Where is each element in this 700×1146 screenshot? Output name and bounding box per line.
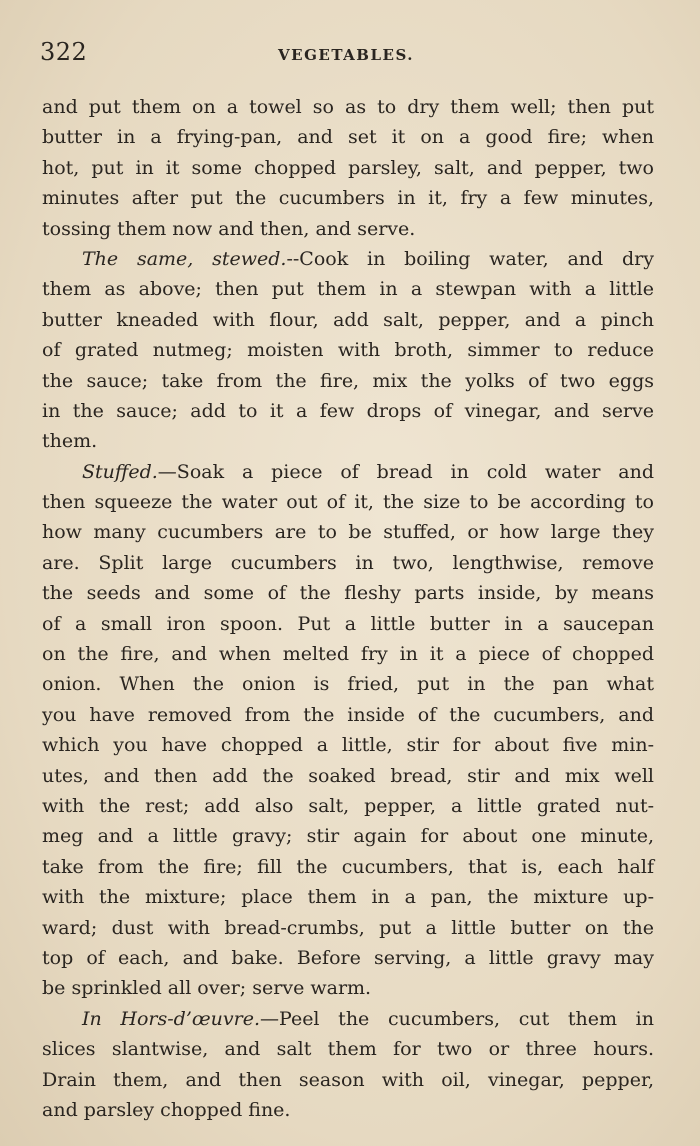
text-line: of grated nutmeg; moisten with broth, simmer to reduce [42, 339, 654, 362]
text-line: with the mixture; place them in a pan, the mixture up- [42, 886, 654, 909]
text-line: in the sauce; add to it a few drops of vinegar, and serve [42, 399, 654, 422]
text-line: onion. When the onion is fried, put in the pan what [42, 673, 654, 696]
page-number: 322 [40, 38, 88, 66]
recipe-heading-hors-doeuvre: In Hors-d’œuvre. [82, 1007, 261, 1030]
paragraph-hors-doeuvre [42, 1004, 654, 1126]
text-line: hot, put in it some chopped parsley, salt, and pepper, two [42, 156, 654, 179]
text-line: you have removed from the inside of the cucumbers, and [42, 703, 654, 726]
text-line: on the fire, and when melted fry in it a piece of chopped [42, 643, 654, 666]
page-body [42, 92, 654, 1125]
text-line: Drain them, and then season with oil, vinegar, pepper, [42, 1068, 654, 1091]
text-line: then squeeze the water out of it, the size to be according to [42, 491, 654, 514]
paragraph-stewed [42, 244, 654, 457]
text-span: --Cook in boiling water, and dry [286, 247, 654, 270]
text-line: slices slantwise, and salt them for two or three hours. [42, 1038, 654, 1061]
text-line: top of each, and bake. Before serving, a little gravy may [42, 946, 654, 969]
text-line [42, 457, 654, 487]
text-line: of a small iron spoon. Put a little butter in a saucepan [42, 612, 654, 635]
text-line: them. [42, 430, 98, 453]
text-line: them as above; then put them in a stewpan with a little [42, 278, 654, 301]
recipe-heading-stuffed: Stuffed. [82, 460, 158, 483]
text-line: and put them on a towel so as to dry them well; then put [42, 96, 654, 118]
text-line [42, 1004, 654, 1034]
text-line: utes, and then add the soaked bread, stir and mix well [42, 764, 654, 787]
recipe-heading-stewed: The same, stewed. [82, 247, 287, 270]
text-line: minutes after put the cucumbers in it, fry a few minutes, [42, 187, 654, 210]
text-line: butter kneaded with flour, add salt, pepper, and a pinch [42, 308, 654, 331]
text-line: meg and a little gravy; stir again for about one minute, [42, 825, 654, 848]
text-line: ward; dust with bread-crumbs, put a little butter on the [42, 916, 654, 939]
text-line [42, 244, 654, 274]
text-line: with the rest; add also salt, pepper, a little grated nut- [42, 794, 654, 817]
text-line: and parsley chopped fine. [42, 1098, 291, 1121]
running-head: VEGETABLES. [278, 46, 414, 64]
text-line: tossing them now and then, and serve. [42, 217, 416, 240]
text-line: be sprinkled all over; serve warm. [42, 977, 372, 1000]
text-span: —Soak a piece of bread in cold water and [157, 460, 654, 483]
text-line: take from the fire; fill the cucumbers, that is, each half [42, 855, 654, 878]
text-line: which you have chopped a little, stir for about five min- [42, 734, 654, 757]
text-span: —Peel the cucumbers, cut them in [260, 1007, 655, 1030]
paragraph-continuation [42, 92, 654, 244]
text-line: are. Split large cucumbers in two, lengthwise, remove [42, 551, 654, 574]
page-header [40, 38, 652, 68]
text-line: the seeds and some of the fleshy parts inside, by means [42, 582, 654, 605]
text-line: butter in a frying-pan, and set it on a good fire; when [42, 126, 654, 149]
text-line: how many cucumbers are to be stuffed, or how large they [42, 521, 654, 544]
paragraph-stuffed [42, 457, 654, 1004]
text-line: the sauce; take from the fire, mix the yolks of two eggs [42, 369, 654, 392]
